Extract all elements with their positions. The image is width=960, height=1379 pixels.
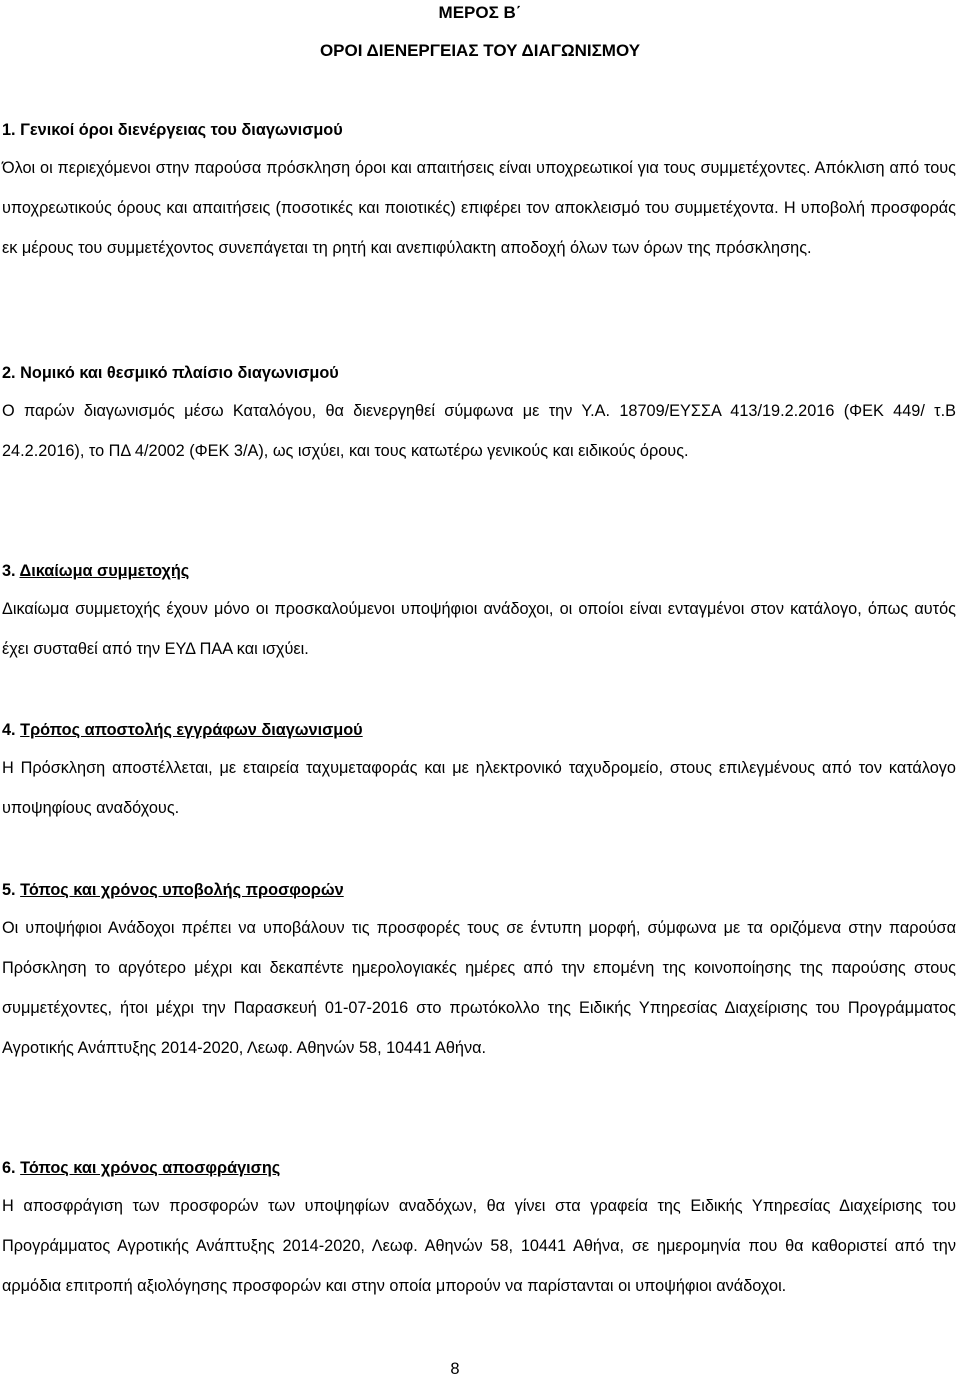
section-number: 4.	[2, 721, 16, 739]
section-opening-place-time	[2, 1157, 956, 1306]
section-legal-framework	[2, 362, 956, 471]
section-heading	[2, 879, 956, 901]
section-number: 3.	[2, 562, 16, 580]
section-participation-right	[2, 560, 956, 669]
section-title: Τόπος και χρόνος υποβολής προσφορών	[20, 881, 344, 899]
section-document-dispatch	[2, 719, 956, 828]
section-number: 1.	[2, 121, 16, 139]
section-submission-place-time	[2, 879, 956, 1068]
section-title: Νομικό και θεσμικό πλαίσιο διαγωνισμού	[20, 364, 339, 382]
section-general-terms	[2, 119, 956, 268]
section-body: Ο παρών διαγωνισμός μέσω Καταλόγου, θα διενεργηθεί σύμφωνα με την Υ.Α. 18709/ΕΥΣΣΑ 413/19.2.2016 (ΦΕΚ 449/ τ.Β 24.2.2016), το ΠΔ 4/2002 (ΦΕΚ 3/Α), ως ισχύει, και τους κατωτέρω γενικούς και ειδικούς όρους.	[2, 402, 956, 460]
section-title: Τρόπος αποστολής εγγράφων διαγωνισμού	[20, 721, 363, 739]
section-body: Η αποσφράγιση των προσφορών των υποψηφίων αναδόχων, θα γίνει στα γραφεία της Ειδικής Υπηρεσίας Διαχείρισης του Προγράμματος Αγροτικής Ανάπτυξης 2014-2020, Λεωφ. Αθηνών 58, 10441 Αθήνα, σε ημερομηνία που θα καθοριστεί από την αρμόδια επιτροπή αξιολόγησης προσφορών και στην οποία μπορούν να παρίστανται οι υποψήφιοι ανάδοχοι.	[2, 1197, 956, 1295]
section-heading	[2, 1157, 956, 1179]
page-number: 8	[450, 1360, 460, 1378]
section-title: Γενικοί όροι διενέργειας του διαγωνισμού	[20, 121, 343, 139]
section-body: Η Πρόσκληση αποστέλλεται, με εταιρεία ταχυμεταφοράς και με ηλεκτρονικό ταχυδρομείο, στους επιλεγμένους από τον κατάλογο υποψηφίους αναδόχους.	[2, 759, 956, 817]
part-title: ΜΕΡΟΣ Β΄	[438, 3, 522, 22]
section-number: 2.	[2, 364, 16, 382]
section-body: Όλοι οι περιεχόμενοι στην παρούσα πρόσκληση όροι και απαιτήσεις είναι υποχρεωτικοί για τους συμμετέχοντες. Απόκλιση από τους υποχρεωτικούς όρους και απαιτήσεις (ποσοτικές και ποιοτικές) επιφέρει τον αποκλεισμό του συμμετέχοντα. Η υποβολή προσφοράς εκ μέρους του συμμετέχοντος συνεπάγεται τη ρητή και ανεπιφύλακτη αποδοχή όλων των όρων της πρόσκλησης.	[2, 159, 956, 257]
section-body: Δικαίωμα συμμετοχής έχουν μόνο οι προσκαλούμενοι υποψήφιοι ανάδοχοι, οι οποίοι είναι ενταγμένοι στον κατάλογο, όπως αυτός έχει συσταθεί από την ΕΥΔ ΠΑΑ και ισχύει.	[2, 600, 956, 658]
section-heading	[2, 362, 956, 384]
section-body: Οι υποψήφιοι Ανάδοχοι πρέπει να υποβάλουν τις προσφορές τους σε έντυπη μορφή, σύμφωνα με τα οριζόμενα στην παρούσα Πρόσκληση το αργότερο μέχρι και δεκαπέντε ημερολογιακές ημέρες από την επομένη της κοινοποίησης της παρούσης στους συμμετέχοντες, ήτοι μέχρι την Παρασκευή 01-07-2016 στο πρωτόκολλο της Ειδικής Υπηρεσίας Διαχείρισης του Προγράμματος Αγροτικής Ανάπτυξης 2014-2020, Λεωφ. Αθηνών 58, 10441 Αθήνα.	[2, 919, 956, 1057]
main-title: ΟΡΟΙ ΔΙΕΝΕΡΓΕΙΑΣ ΤΟΥ ΔΙΑΓΩΝΙΣΜΟΥ	[319, 41, 641, 60]
section-title: Δικαίωμα συμμετοχής	[19, 562, 190, 580]
section-heading	[2, 719, 956, 741]
section-title: Τόπος και χρόνος αποσφράγισης	[20, 1159, 281, 1177]
section-number: 6.	[2, 1159, 16, 1177]
section-number: 5.	[2, 881, 16, 899]
section-heading	[2, 119, 956, 141]
section-heading	[2, 560, 956, 582]
